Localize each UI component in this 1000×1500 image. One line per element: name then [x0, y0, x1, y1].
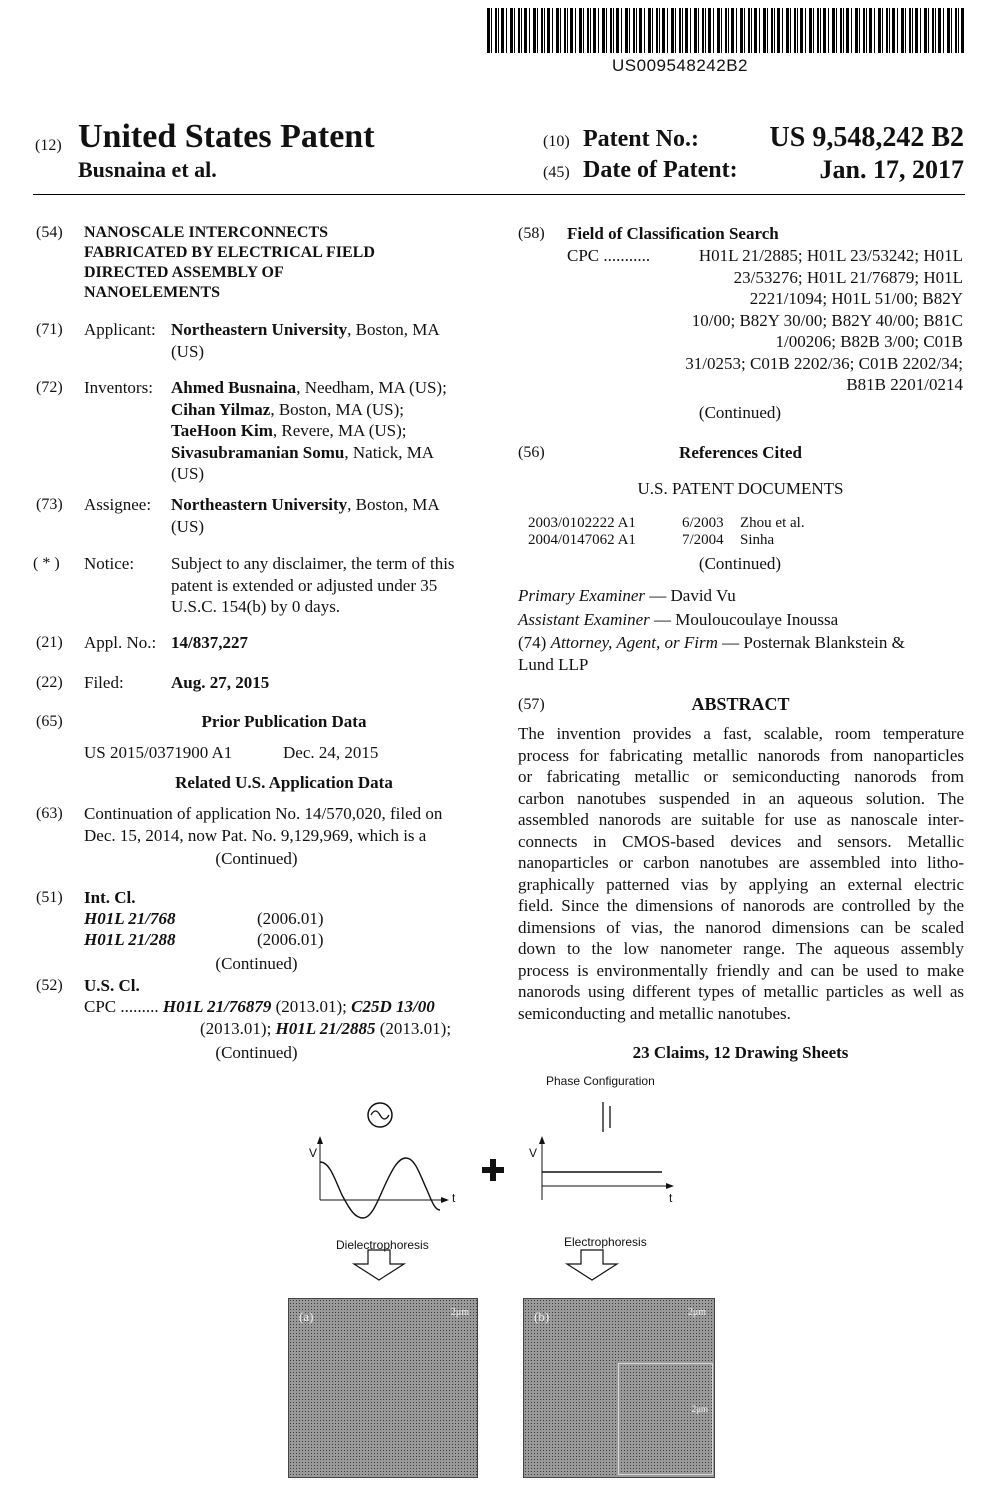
ac-axis-v-label: V [309, 1146, 318, 1160]
code-54: (54) [36, 224, 63, 241]
inventors-short: Busnaina et al. [78, 157, 217, 182]
abstract-line: process for fabricating metallic nanorods from nanoparticles [518, 745, 964, 765]
inventors-list [171, 377, 486, 485]
abstract-text [518, 723, 964, 1024]
continued-56: (Continued) [698, 554, 782, 573]
int-cl-version: (2006.01) [257, 909, 324, 928]
int-cl-version: (2006.01) [257, 930, 324, 949]
scale-bar-inset: 2μm [691, 1404, 708, 1414]
reference-inventor: Sinha [740, 532, 775, 548]
attorney-name: — Posternak Blankstein & [717, 633, 905, 652]
code-notice: ( * ) [33, 555, 60, 572]
panel-b-label: (b) [534, 1309, 550, 1324]
cpc-class: H01L 21/76879 [162, 997, 272, 1016]
title-line: NANOELEMENTS [84, 284, 221, 301]
search-class-line: B81B 2201/0214 [846, 375, 963, 394]
scale-bar-a: 2μm [450, 1307, 469, 1318]
cpc-prefix: CPC ......... [84, 997, 159, 1016]
reference-number: 2004/0147062 A1 [528, 532, 636, 548]
assistant-examiner-label: Assistant Examiner [518, 610, 650, 629]
applicant-name: Northeastern University [171, 320, 348, 339]
reference-row [528, 515, 958, 532]
abstract-line: assembled nanorods are suitable for use as nanoscale inter- [518, 810, 964, 829]
sem-image-b [523, 1298, 715, 1478]
notice-label: Notice: [84, 554, 135, 573]
ac-waveform-plot [317, 1136, 449, 1218]
code-56: (56) [518, 444, 545, 461]
notice-text [171, 553, 481, 618]
dc-source-icon [603, 1102, 610, 1132]
code-22: (22) [36, 674, 63, 691]
abstract-line: down to the low nanometer range. The aqueous assembly [518, 939, 964, 958]
us-cl-label: U.S. Cl. [84, 976, 140, 995]
code-74: (74) [518, 633, 547, 652]
abstract-line: nanorods using different types of metallic particles as well as [518, 982, 964, 1001]
appl-no-label: Appl. No.: [84, 633, 157, 652]
inventors-label: Inventors: [84, 378, 153, 397]
continued-58: (Continued) [698, 403, 782, 422]
inventor-location: , Natick, MA [344, 442, 435, 462]
barcode-number: US009548242B2 [612, 56, 749, 75]
field-search-cpc-prefix: CPC ........... [567, 246, 651, 265]
code-52: (52) [36, 977, 63, 994]
related-app-heading: Related U.S. Application Data [175, 773, 393, 792]
search-class-line: 31/0253; C01B 2202/36; C01B 2202/34; [685, 353, 963, 373]
patent-number: US 9,548,242 B2 [769, 122, 964, 153]
inventor-name: Cihan Yilmaz [171, 399, 271, 419]
attorney-label: Attorney, Agent, or Firm [550, 633, 718, 652]
applicant-label: Applicant: [84, 320, 156, 339]
code-45: (45) [543, 164, 570, 181]
assignee-location: , Boston, MA [347, 495, 440, 514]
code-71: (71) [36, 321, 63, 338]
inventor-location: , Needham, MA (US); [296, 378, 447, 397]
int-cl-label: Int. Cl. [84, 888, 136, 907]
notice-line: Subject to any disclaimer, the term of this [171, 554, 455, 573]
ac-source-icon [368, 1103, 392, 1127]
search-class-line: 2221/1094; H01L 51/00; B82Y [749, 289, 963, 308]
panel-a-label: (a) [299, 1309, 314, 1324]
code-73: (73) [36, 496, 63, 513]
continued-51: (Continued) [215, 954, 298, 973]
primary-examiner [518, 585, 736, 607]
notice-line: U.S.C. 154(b) by 0 days. [171, 597, 341, 616]
us-patent-docs-heading: U.S. PATENT DOCUMENTS [637, 479, 844, 498]
filed-label: Filed: [84, 673, 124, 692]
dc-axis-t-label: t [669, 1191, 673, 1205]
abstract-line: or fabricating metallic or semiconducting nanorods from [518, 767, 964, 786]
prior-pub-date: Dec. 24, 2015 [283, 743, 379, 762]
header-rule [33, 194, 965, 195]
dc-waveform-plot [539, 1136, 674, 1200]
patent-type-title: United States Patent [78, 118, 375, 155]
assignee-country: (US) [171, 516, 205, 536]
reference-inventor: Zhou et al. [740, 515, 805, 531]
us-cl-cpc [84, 996, 484, 1039]
waveform-figure [280, 1090, 720, 1290]
inventor-country: (US) [171, 464, 205, 483]
inventor-location: , Revere, MA (US); [272, 421, 407, 440]
title-line: NANOSCALE INTERCONNECTS [84, 224, 329, 241]
dc-axis-v-label: V [529, 1146, 538, 1160]
primary-examiner-name: — David Vu [645, 586, 736, 605]
assistant-examiner-name: — Mouloucoulaye Inoussa [649, 610, 839, 629]
continuation-line: Dec. 15, 2014, now Pat. No. 9,129,969, which is a [84, 825, 427, 845]
electrophoresis-label: Electrophoresis [564, 1235, 647, 1249]
reference-date: 7/2004 [682, 532, 724, 548]
appl-no: 14/837,227 [171, 633, 248, 652]
assignee-name: Northeastern University [171, 495, 348, 514]
abstract-line: field. Since the dimensions of nanorods are controlled by the [518, 896, 964, 915]
applicant-location: , Boston, MA [347, 320, 440, 339]
filed-date: Aug. 27, 2015 [171, 673, 270, 692]
sem-inset [618, 1363, 713, 1475]
abstract-line: carbon nanotubes suspended in an aqueous solution. The [518, 788, 964, 808]
date-of-patent: Jan. 17, 2017 [819, 155, 964, 184]
inventor-name: TaeHoon Kim [171, 421, 273, 440]
abstract-line: dimensions of vias, the nanorod dimensions can be scaled [518, 917, 964, 937]
abstract-line: semiconducting and metallic nanotubes. [518, 1003, 791, 1023]
assignee-label: Assignee: [84, 495, 152, 514]
code-51: (51) [36, 889, 63, 906]
assistant-examiner [518, 609, 838, 631]
inventor-location: , Boston, MA (US); [270, 399, 404, 419]
int-cl-class: H01L 21/768 [84, 909, 176, 928]
continued-63: (Continued) [215, 849, 298, 868]
inventor-name: Ahmed Busnaina [171, 378, 297, 397]
title-line: DIRECTED ASSEMBLY OF [84, 264, 284, 281]
date-of-patent-label: Date of Patent: [583, 157, 738, 183]
abstract-heading: ABSTRACT [691, 694, 790, 714]
field-search-classes [640, 245, 963, 396]
prior-publication-heading: Prior Publication Data [201, 712, 367, 731]
continuation-text [84, 803, 484, 846]
code-72: (72) [36, 379, 63, 396]
cpc-version: (2013.01); [200, 1018, 276, 1038]
claims-summary: 23 Claims, 12 Drawing Sheets [632, 1043, 849, 1062]
sem-image-a [288, 1298, 478, 1478]
reference-date: 6/2003 [682, 515, 724, 531]
title-line: FABRICATED BY ELECTRICAL FIELD [84, 244, 375, 261]
continuation-line: Continuation of application No. 14/570,020, filed on [84, 804, 443, 823]
abstract-line: The invention provides a fast, scalable, room temperature [518, 724, 964, 743]
code-63: (63) [36, 805, 63, 822]
invention-title [84, 223, 375, 303]
attorney-name-line2: Lund LLP [518, 654, 589, 674]
primary-examiner-label: Primary Examiner [518, 586, 646, 605]
code-10: (10) [543, 133, 570, 150]
patent-no-label: Patent No.: [583, 126, 699, 152]
code-58: (58) [518, 225, 545, 242]
abstract-line: connects in CMOS-based devices and sensors. Metallic [518, 831, 964, 851]
cpc-version: (2013.01); [375, 1018, 452, 1038]
field-of-search-label: Field of Classification Search [567, 224, 779, 243]
down-arrow-icon [354, 1250, 404, 1280]
references-heading: References Cited [679, 443, 802, 462]
abstract-line: process is environmentally friendly and can be used to make [518, 960, 964, 980]
barcode [487, 8, 965, 53]
dielectrophoresis-label: Dielectrophoresis [336, 1238, 429, 1252]
reference-number: 2003/0102222 A1 [528, 515, 636, 531]
plus-icon [482, 1159, 504, 1181]
applicant-country: (US) [171, 341, 205, 361]
code-65: (65) [36, 713, 63, 730]
phase-configuration-title: Phase Configuration [546, 1074, 655, 1088]
applicant [171, 319, 481, 362]
inventor-name: Sivasubramanian Somu [171, 442, 345, 462]
attorney [518, 632, 963, 675]
assignee [171, 494, 481, 537]
cpc-class: H01L 21/2885 [275, 1018, 376, 1038]
reference-list [528, 515, 958, 549]
code-21: (21) [36, 634, 63, 651]
down-arrow-icon [567, 1250, 617, 1280]
search-class-line: 1/00206; B82B 3/00; C01B [775, 332, 963, 351]
ac-axis-t-label: t [452, 1191, 456, 1205]
cpc-class: C25D 13/00 [351, 997, 435, 1016]
int-cl-class: H01L 21/288 [84, 930, 176, 949]
abstract-line: graphically patterned vias by applying an external electric [518, 874, 964, 894]
code-12: (12) [35, 137, 62, 154]
continued-52: (Continued) [215, 1043, 298, 1062]
scale-bar-b: 2μm [687, 1307, 706, 1318]
search-class-line: 23/53276; H01L 21/76879; H01L [733, 267, 963, 287]
prior-pub-number: US 2015/0371900 A1 [84, 743, 233, 762]
code-57: (57) [518, 696, 545, 713]
search-class-line: 10/00; B82Y 30/00; B82Y 40/00; B81C [691, 310, 963, 330]
notice-line: patent is extended or adjusted under 35 [171, 575, 438, 595]
abstract-line: nanoparticles or carbon nanotubes are assembled into litho- [518, 853, 964, 872]
search-class-line: H01L 21/2885; H01L 23/53242; H01L [698, 246, 963, 265]
cpc-version: (2013.01); [271, 997, 352, 1016]
reference-row [528, 532, 958, 549]
